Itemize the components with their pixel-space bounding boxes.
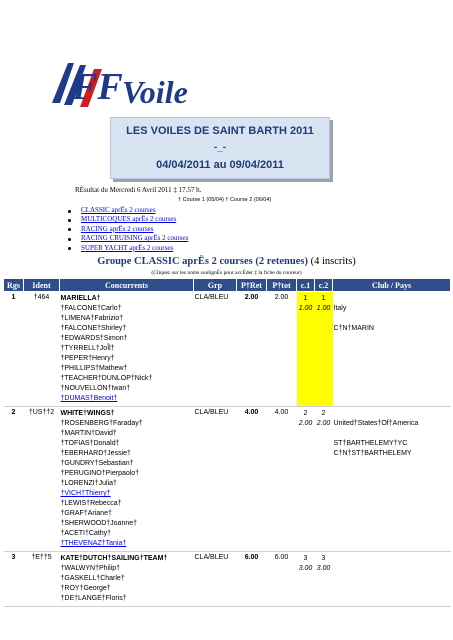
logo-voile: Voile bbox=[122, 74, 188, 110]
crew-member: †GUNDRY†Sebastian† bbox=[60, 460, 134, 467]
col-club: Club / Pays bbox=[333, 279, 451, 292]
club-blank bbox=[334, 314, 450, 324]
link-classic[interactable]: CLASSIC aprËs 2 courses bbox=[81, 206, 156, 214]
boat-name: MARIELLA† bbox=[60, 295, 101, 302]
col-pret: P†Ret bbox=[237, 279, 267, 292]
event-title-box bbox=[110, 117, 330, 179]
ident: †464 bbox=[24, 292, 60, 407]
crew-member: †DE†LANGE†Floris† bbox=[60, 595, 127, 602]
race1-points: 2.00 bbox=[298, 420, 313, 427]
col-c1: c.1 bbox=[297, 279, 315, 292]
logo-ff: FF bbox=[72, 66, 123, 108]
race1-points: 1.00 bbox=[298, 305, 313, 312]
race1-result bbox=[297, 552, 315, 607]
country: United†States†Of†America bbox=[333, 420, 419, 427]
col-c2: c.2 bbox=[315, 279, 333, 292]
crew-member: †MARTIN†David† bbox=[60, 430, 117, 437]
club: C†N†MARIN bbox=[333, 325, 374, 332]
race1-points: 3.00 bbox=[298, 565, 313, 572]
race2-points: 1.00 bbox=[316, 305, 331, 312]
col-rgs: Rgs bbox=[4, 279, 24, 292]
crew-member: †PHILLIPS†Mathew† bbox=[60, 365, 128, 372]
crew-member: †GRAF†Ariane† bbox=[60, 510, 112, 517]
group-title: Groupe CLASSIC aprËs 2 courses (2 retenues) bbox=[97, 256, 308, 267]
link-multicoques[interactable]: MULTICOQUES aprËs 2 courses bbox=[81, 215, 177, 224]
crew-member: †EBERHARD†Jessie† bbox=[60, 450, 131, 457]
crew-member: †FALCONE†Carlo† bbox=[60, 305, 122, 312]
race1-place: 1 bbox=[303, 295, 308, 302]
points-ret: 6.00 bbox=[237, 552, 267, 607]
crew-member: †LIMENA†Fabrizio† bbox=[60, 315, 124, 322]
crew-member: †SHERWOOD†Joanne† bbox=[60, 520, 138, 527]
club-country bbox=[333, 552, 451, 607]
category-links bbox=[68, 206, 188, 253]
col-grp: Grp bbox=[194, 279, 237, 292]
points-ret: 4.00 bbox=[237, 407, 267, 552]
crew-member: †ROSENBERG†Faraday† bbox=[60, 420, 143, 427]
points-tot: 4.00 bbox=[267, 407, 297, 552]
results-table bbox=[3, 278, 451, 607]
col-concurrents: Concurrents bbox=[60, 279, 194, 292]
crew-member: †PERUGINO†Pierpaolo† bbox=[60, 470, 140, 477]
group-heading bbox=[0, 256, 453, 267]
crew-member-link[interactable]: †VICH†Thierry† bbox=[60, 490, 111, 497]
boat-name: KATE†DUTCH†SAILING†TEAM† bbox=[60, 555, 168, 562]
list-item bbox=[68, 244, 188, 253]
race1-result bbox=[297, 292, 315, 407]
points-ret: 2.00 bbox=[237, 292, 267, 407]
ident: †E††5 bbox=[24, 552, 60, 607]
table-row bbox=[4, 292, 451, 407]
col-ptot: P†tot bbox=[267, 279, 297, 292]
race2-place: 1 bbox=[321, 295, 326, 302]
result-timestamp: RÈsultat du Mercredi 6 Avril 2011 ‡ 17.57 h. bbox=[75, 186, 202, 194]
list-item bbox=[68, 225, 188, 234]
table-header-row bbox=[4, 279, 451, 292]
crew-member: †NOUVELLON†Iwan† bbox=[60, 385, 131, 392]
link-racing-cruising[interactable]: RACING CRUISING aprËs 2 courses bbox=[81, 234, 189, 243]
col-ident: Ident bbox=[24, 279, 60, 292]
boat-name: WHITE†WINGS† bbox=[60, 410, 115, 417]
crew-member: †LORENZI†Julia† bbox=[60, 480, 117, 487]
club-country bbox=[333, 292, 451, 407]
club: ST†BARTHELEMY†YC bbox=[333, 440, 408, 447]
crew-member: †FALCONE†Shirley† bbox=[60, 325, 127, 332]
ident: †US††2 bbox=[24, 407, 60, 552]
event-dates: 04/04/2011 au 09/04/2011 bbox=[156, 159, 284, 171]
table-row bbox=[4, 552, 451, 607]
group: CLA/BLEU bbox=[194, 292, 237, 407]
group-hint: (Cliquez sur les noms soulignÈs pour accÈder ‡ la fiche du coureur) bbox=[151, 270, 302, 276]
points-tot: 2.00 bbox=[267, 292, 297, 407]
race2-points: 2.00 bbox=[316, 420, 331, 427]
rank: 1 bbox=[4, 292, 24, 407]
rank: 3 bbox=[4, 552, 24, 607]
crew-member: †ACETI†Cathy† bbox=[60, 530, 112, 537]
crew-member: †WALWYN†Philip† bbox=[60, 565, 121, 572]
list-item bbox=[68, 206, 188, 215]
crew-member: †ROY†George† bbox=[60, 585, 111, 592]
crew-member: †TEACHER†DUNLOP†Nick† bbox=[60, 375, 153, 382]
table-row bbox=[4, 407, 451, 552]
country: Italy bbox=[333, 305, 347, 312]
club: C†N†ST†BARTHELEMY bbox=[333, 450, 412, 457]
crew-member-link[interactable]: †DUMAS†Benoit† bbox=[60, 395, 118, 402]
race1-place: 2 bbox=[303, 410, 308, 417]
race2-result bbox=[315, 552, 333, 607]
race2-result bbox=[315, 407, 333, 552]
club-blank bbox=[334, 429, 450, 439]
group: CLA/BLEU bbox=[194, 407, 237, 552]
crew-member: †TOFIAS†Donald† bbox=[60, 440, 120, 447]
link-super-yacht[interactable]: SUPER YACHT aprËs 2 courses bbox=[81, 243, 174, 252]
event-title: LES VOILES DE SAINT BARTH 2011 bbox=[126, 125, 314, 137]
link-racing[interactable]: RACING aprËs 2 courses bbox=[81, 224, 154, 233]
group-count: (4 inscrits) bbox=[307, 256, 356, 267]
race2-place: 3 bbox=[321, 555, 326, 562]
group: CLA/BLEU bbox=[194, 552, 237, 607]
crew-member: †PEPER†Henry† bbox=[60, 355, 115, 362]
race2-points: 3.00 bbox=[316, 565, 331, 572]
crew-member: †LEWIS†Rebecca† bbox=[60, 500, 122, 507]
event-title-separator: -_- bbox=[213, 142, 227, 153]
crew-member: †TYRRELL†JoÎl† bbox=[60, 345, 115, 352]
race2-result bbox=[315, 292, 333, 407]
crew-member-link[interactable]: †THEVENAZ†Tania† bbox=[60, 540, 127, 547]
race1-place: 3 bbox=[303, 555, 308, 562]
crew-cell bbox=[60, 407, 194, 552]
list-item bbox=[68, 234, 188, 243]
race2-place: 2 bbox=[321, 410, 326, 417]
list-item bbox=[68, 215, 188, 224]
points-tot: 6.00 bbox=[267, 552, 297, 607]
ffvoile-logo bbox=[50, 55, 200, 113]
crew-member: †EDWARDS†Simon† bbox=[60, 335, 128, 342]
crew-member: †GASKELL†Charle† bbox=[60, 575, 125, 582]
race1-result bbox=[297, 407, 315, 552]
courses-legend: † Course 1 (05/04) † Course 2 (06/04) bbox=[178, 197, 272, 203]
rank: 2 bbox=[4, 407, 24, 552]
crew-cell bbox=[60, 292, 194, 407]
crew-cell bbox=[60, 552, 194, 607]
club-country bbox=[333, 407, 451, 552]
